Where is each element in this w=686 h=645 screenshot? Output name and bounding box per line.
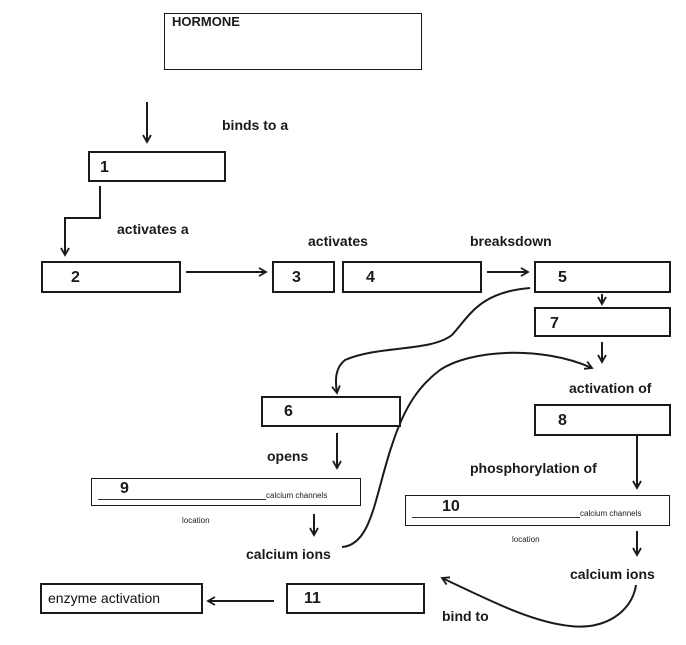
box-7-number: 7 xyxy=(550,315,559,332)
label-activates: activates xyxy=(308,233,368,249)
box-5-number: 5 xyxy=(558,269,567,286)
label-calcium-ions-left: calcium ions xyxy=(246,546,331,562)
box-2-number: 2 xyxy=(71,269,80,286)
box-9[interactable] xyxy=(91,478,361,506)
label-location-left: location xyxy=(182,516,210,525)
box-4[interactable] xyxy=(342,261,482,293)
label-activation-of: activation of xyxy=(569,380,652,396)
label-bind-to: bind to xyxy=(442,608,489,624)
box-2[interactable] xyxy=(41,261,181,293)
box-7[interactable] xyxy=(534,307,671,337)
box-9-calcium-channels: calcium channels xyxy=(266,491,328,500)
label-activates-a: activates a xyxy=(117,221,189,237)
box-9-number: 9 xyxy=(120,480,129,497)
box-5[interactable] xyxy=(534,261,671,293)
label-binds-to-a: binds to a xyxy=(222,117,289,133)
label-opens: opens xyxy=(267,448,309,464)
box-1[interactable] xyxy=(88,151,226,182)
label-phosphorylation-of: phosphorylation of xyxy=(470,460,597,476)
enzyme-activation-box xyxy=(40,583,203,614)
hormone-box xyxy=(164,13,422,70)
box-11[interactable] xyxy=(286,583,425,614)
box-8[interactable] xyxy=(534,404,671,436)
box-1-number: 1 xyxy=(100,159,109,176)
arrow-5-to-6 xyxy=(336,288,530,393)
label-calcium-ions-right: calcium ions xyxy=(570,566,655,582)
box-6-number: 6 xyxy=(284,403,293,420)
box-10-number: 10 xyxy=(442,498,460,515)
box-10-blank-line xyxy=(412,517,580,518)
label-location-right: location xyxy=(512,535,540,544)
label-breaksdown: breaksdown xyxy=(470,233,552,249)
box-8-number: 8 xyxy=(558,412,567,429)
box-3-number: 3 xyxy=(292,269,301,286)
box-10[interactable] xyxy=(405,495,670,526)
box-11-number: 11 xyxy=(304,590,321,607)
box-10-calcium-channels: calcium channels xyxy=(580,509,642,518)
box-6[interactable] xyxy=(261,396,401,427)
enzyme-activation-label: enzyme activation xyxy=(48,590,161,606)
box-3[interactable] xyxy=(272,261,335,293)
hormone-title: HORMONE xyxy=(172,14,240,29)
box-9-blank-line xyxy=(98,499,266,500)
arrow-1-to-2 xyxy=(65,186,100,255)
box-4-number: 4 xyxy=(366,269,375,286)
